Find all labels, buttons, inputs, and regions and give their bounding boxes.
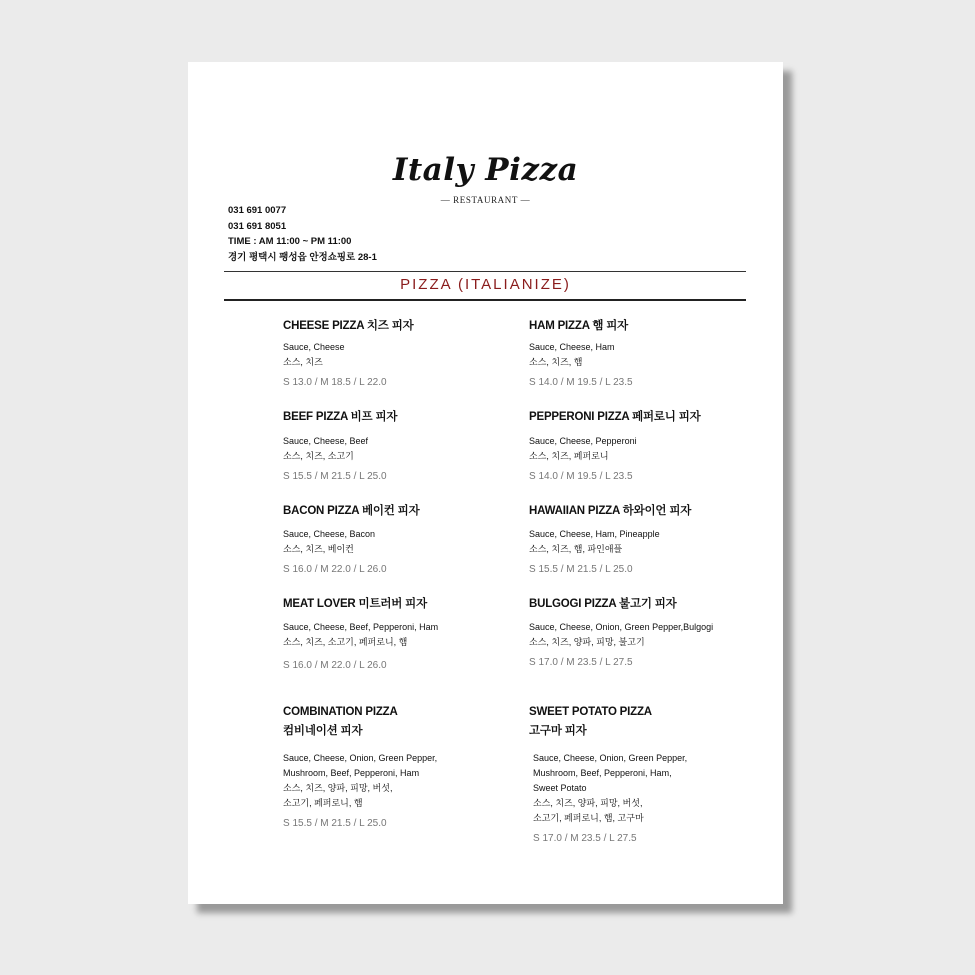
item-description: Sauce, Cheese, Ham, Pineapple 소스, 치즈, 햄, 파인애플 (529, 529, 660, 554)
item-price: S 13.0 / M 18.5 / L 22.0 (283, 377, 387, 388)
item-name: SWEET POTATO PIZZA (529, 706, 652, 718)
item-description: Sauce, Cheese, Onion, Green Pepper, Mushroom, Beef, Pepperoni, Ham, Sweet Potato 소스, 치즈, 양파, 피망, 버섯, 소고기, 페퍼로니, 햄, 고구마 (533, 753, 688, 823)
item-name: PEPPERONI PIZZA 페퍼로니 피자 (529, 411, 701, 423)
item-price: S 14.0 / M 19.5 / L 23.5 (529, 377, 633, 388)
item-name: HAM PIZZA 햄 피자 (529, 320, 629, 332)
item-price: S 15.5 / M 21.5 / L 25.0 (283, 818, 387, 829)
item-name: MEAT LOVER 미트러버 피자 (283, 598, 427, 610)
section-divider-bottom (224, 299, 746, 301)
menu-item-cheese-pizza (283, 317, 503, 388)
item-name: BACON PIZZA 베이컨 피자 (283, 505, 420, 517)
menu-item-meat-lover-pizza (283, 595, 503, 671)
item-price: S 14.0 / M 19.5 / L 23.5 (529, 471, 633, 482)
menu-item-combination-pizza (283, 703, 503, 829)
menu-item-ham-pizza (529, 317, 749, 388)
restaurant-name: Italy Pizza (392, 152, 579, 188)
menu-item-bulgogi-pizza (529, 595, 759, 668)
item-description: Sauce, Cheese, Beef, Pepperoni, Ham 소스, 치즈, 소고기, 페퍼로니, 햄 (283, 622, 439, 647)
item-price: S 15.5 / M 21.5 / L 25.0 (529, 564, 633, 575)
opening-hours: TIME : AM 11:00 ~ PM 11:00 (228, 236, 352, 247)
menu-page (188, 62, 783, 904)
item-price: S 17.0 / M 23.5 / L 27.5 (533, 833, 637, 844)
item-name: COMBINATION PIZZA (283, 706, 398, 718)
menu-item-sweet-potato-pizza (529, 703, 749, 844)
item-name: HAWAIIAN PIZZA 하와이언 피자 (529, 505, 692, 517)
item-description: Sauce, Cheese, Onion, Green Pepper,Bulgogi 소스, 치즈, 양파, 피망, 불고기 (529, 622, 714, 647)
item-name: BULGOGI PIZZA 불고기 피자 (529, 598, 677, 610)
section-title: PIZZA (ITALIANIZE) (400, 276, 571, 293)
item-price: S 16.0 / M 22.0 / L 26.0 (283, 564, 387, 575)
item-description: Sauce, Cheese, Onion, Green Pepper, Mushroom, Beef, Pepperoni, Ham 소스, 치즈, 양파, 피망, 버섯, 소고기, 페퍼로니, 햄 (283, 753, 438, 808)
item-name-korean: 컴비네이션 피자 (283, 725, 363, 737)
item-name: CHEESE PIZZA 치즈 피자 (283, 320, 414, 332)
menu-item-bacon-pizza (283, 502, 503, 575)
phone-number-1: 031 691 0077 (228, 205, 287, 216)
item-description: Sauce, Cheese, Ham 소스, 치즈, 햄 (529, 342, 615, 367)
item-price: S 15.5 / M 21.5 / L 25.0 (283, 471, 387, 482)
phone-number-2: 031 691 8051 (228, 220, 287, 232)
item-description: Sauce, Cheese, Beef 소스, 치즈, 소고기 (283, 436, 369, 461)
item-name: BEEF PIZZA 비프 피자 (283, 411, 398, 423)
item-price: S 16.0 / M 22.0 / L 26.0 (283, 660, 387, 671)
address: 경기 평택시 팽성읍 안정쇼핑로 28-1 (228, 251, 377, 263)
section-divider-top (224, 271, 746, 272)
item-description: Sauce, Cheese, Pepperoni 소스, 치즈, 페퍼로니 (529, 436, 637, 461)
item-description: Sauce, Cheese 소스, 치즈 (283, 342, 345, 367)
item-price: S 17.0 / M 23.5 / L 27.5 (529, 657, 633, 668)
menu-item-pepperoni-pizza (529, 408, 749, 482)
item-description: Sauce, Cheese, Bacon 소스, 치즈, 베이컨 (283, 529, 376, 554)
menu-item-beef-pizza (283, 408, 503, 482)
contact-info (228, 203, 377, 265)
item-name-korean: 고구마 피자 (529, 725, 587, 737)
restaurant-tagline: — RESTAURANT — (440, 195, 531, 205)
menu-item-hawaiian-pizza (529, 502, 749, 575)
